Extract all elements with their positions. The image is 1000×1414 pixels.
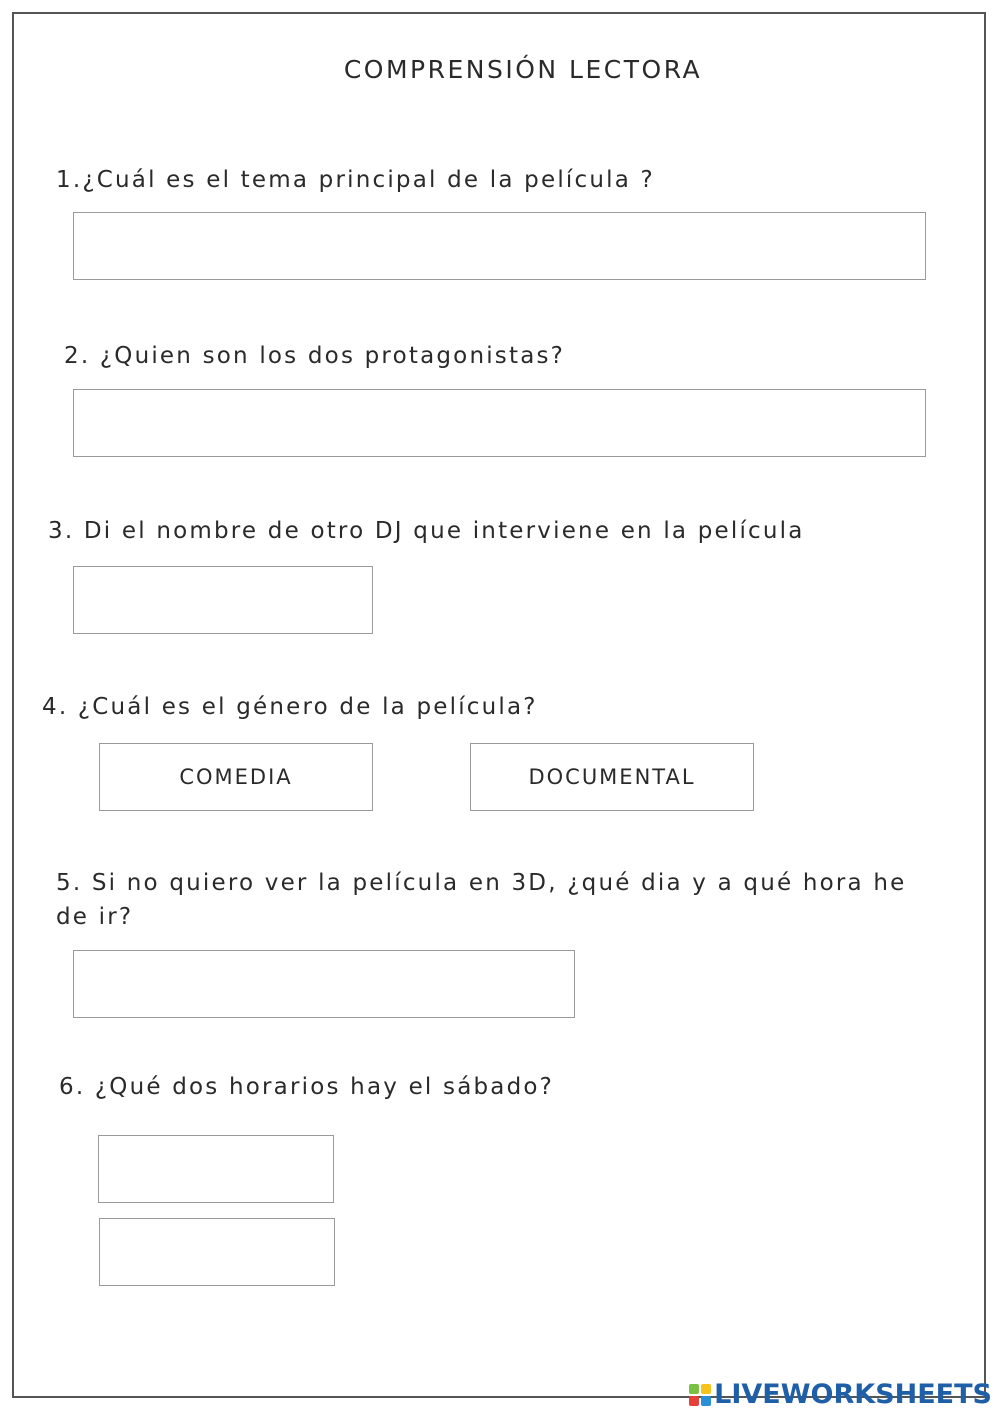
liveworksheets-logo bbox=[689, 1379, 992, 1410]
question-5-label: 5. Si no quiero ver la película en 3D, ¿qué dia y a qué hora he de ir? bbox=[56, 870, 907, 930]
option-documental-button[interactable]: DOCUMENTAL bbox=[470, 743, 754, 811]
question-2-label: 2. ¿Quien son los dos protagonistas? bbox=[64, 343, 566, 369]
answer-1-field[interactable] bbox=[73, 212, 926, 280]
answer-6a-field[interactable] bbox=[98, 1135, 334, 1203]
answer-3-field[interactable] bbox=[73, 566, 373, 634]
logo-square-red bbox=[689, 1396, 699, 1406]
logo-square-green bbox=[689, 1384, 699, 1394]
logo-grid-icon bbox=[689, 1384, 711, 1406]
answer-5-field[interactable] bbox=[73, 950, 575, 1018]
logo-square-yellow bbox=[701, 1384, 711, 1394]
brand-text: LIVEWORKSHEETS bbox=[714, 1379, 992, 1410]
question-1-label: 1.¿Cuál es el tema principal de la película ? bbox=[56, 167, 655, 193]
logo-square-blue bbox=[701, 1396, 711, 1406]
answer-2-field[interactable] bbox=[73, 389, 926, 457]
question-4-label: 4. ¿Cuál es el género de la película? bbox=[42, 694, 538, 720]
question-6-label: 6. ¿Qué dos horarios hay el sábado? bbox=[59, 1074, 555, 1100]
page-title: COMPRENSIÓN LECTORA bbox=[343, 55, 703, 84]
question-3-label: 3. Di el nombre de otro DJ que interviene en la película bbox=[48, 518, 805, 544]
answer-6b-field[interactable] bbox=[99, 1218, 335, 1286]
option-comedia-button[interactable]: COMEDIA bbox=[99, 743, 373, 811]
